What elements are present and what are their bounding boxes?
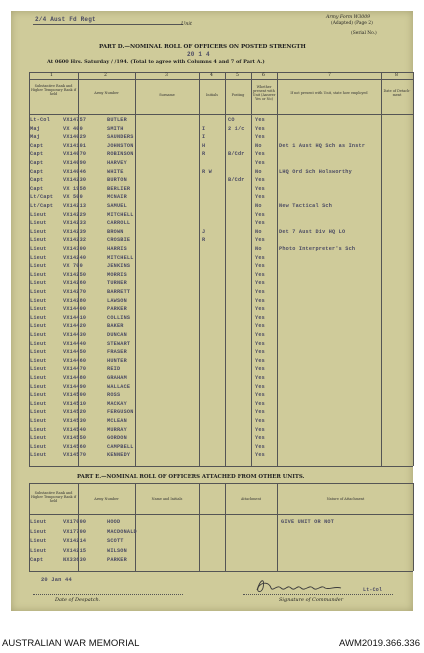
- rank-cell: Lieut: [30, 538, 47, 544]
- army-number-cell: VX14229: [63, 211, 87, 218]
- table-row: [29, 452, 413, 458]
- name-cell: MACDONALD: [107, 528, 137, 535]
- rank-cell: Lieut: [30, 228, 47, 235]
- table-row: [29, 263, 413, 269]
- table-row: [29, 435, 413, 441]
- present-cell: Yes: [255, 211, 265, 218]
- signature-label: Signature of Commander: [279, 597, 344, 603]
- present-cell: Yes: [255, 185, 265, 192]
- present-cell: No: [255, 246, 262, 252]
- rank-cell: Lieut: [30, 289, 47, 295]
- army-number-cell: VX 1958: [63, 185, 87, 192]
- table-row: [29, 272, 413, 278]
- army-number-cell: VX14450: [63, 349, 87, 356]
- surname-cell: BURTON: [107, 177, 127, 184]
- present-cell: Yes: [255, 263, 265, 270]
- rank-cell: Lieut: [30, 528, 47, 535]
- present-cell: Yes: [255, 366, 265, 373]
- present-cell: Yes: [255, 409, 265, 416]
- rank-cell: Lieut: [30, 349, 47, 356]
- rank-cell: Lieut: [30, 323, 47, 330]
- rank-cell: Capt: [30, 160, 44, 166]
- rank-cell: Lieut: [30, 340, 47, 347]
- initials-cell: R: [202, 151, 206, 158]
- present-cell: Yes: [255, 117, 265, 123]
- army-number-cell: VX14090: [63, 160, 87, 166]
- col-num-5: 5: [236, 73, 239, 78]
- present-cell: Yes: [255, 452, 265, 459]
- army-number-cell: VX14560: [63, 443, 87, 450]
- rank-cell: Lieut: [30, 418, 47, 424]
- army-number-cell: VX14270: [63, 289, 87, 295]
- table-row: [29, 169, 413, 175]
- form-adapted: (Adapted) (Page 2): [331, 21, 373, 26]
- surname-cell: SAMUEL: [107, 203, 127, 209]
- commander-signature: [251, 576, 361, 596]
- col-header-present: Whether present with Unit (Answer Yes or No): [252, 85, 276, 101]
- present-cell: Yes: [255, 297, 265, 304]
- table-row: [29, 289, 413, 295]
- col-header-army-number: Army Number: [94, 91, 119, 95]
- table-row: [29, 366, 413, 372]
- attached-row: [29, 538, 413, 544]
- army-number-cell: VX14430: [63, 332, 87, 338]
- unit-underline: [33, 24, 183, 25]
- table-row: [29, 341, 413, 347]
- part-d-line: At 0600 Hrs. Saturday / /194. (Total to agree with Columns 4 and 7 of Part A.): [47, 59, 265, 65]
- present-cell: Yes: [255, 383, 265, 390]
- surname-cell: BERLIER: [107, 185, 131, 192]
- initials-cell: R: [202, 237, 206, 244]
- table-row: [29, 194, 413, 200]
- rank-cell: Lieut: [30, 357, 47, 364]
- present-cell: Yes: [255, 357, 265, 364]
- e-header-nature: Nature of Attachment: [326, 497, 365, 501]
- surname-cell: WHITE: [107, 168, 124, 175]
- col-num-4: 4: [210, 73, 213, 78]
- table-row: [29, 332, 413, 338]
- name-cell: HOOD: [107, 519, 121, 525]
- army-number-cell: VX14046: [63, 168, 87, 175]
- rank-cell: Lieut: [30, 271, 47, 278]
- remarks-cell: Det 7 Aust Div HQ LO: [279, 228, 346, 235]
- rank-cell: Lieut: [30, 443, 47, 450]
- surname-cell: CARROLL: [107, 220, 131, 227]
- army-number-cell: VX14280: [63, 297, 87, 304]
- rank-cell: Lieut: [30, 314, 47, 321]
- caption-bar: [0, 625, 424, 653]
- present-cell: Yes: [255, 418, 265, 424]
- attached-row: [29, 557, 413, 563]
- rank-cell: Lieut: [30, 366, 47, 373]
- army-number-cell: VX 400: [63, 125, 83, 132]
- army-number-cell: VX14410: [63, 314, 87, 321]
- rank-cell: Capt: [30, 177, 44, 184]
- table-row: [29, 177, 413, 183]
- table-row: [29, 401, 413, 407]
- rank-cell: Lt/Capt: [30, 203, 54, 209]
- posting-cell: CO: [228, 117, 235, 123]
- table-row: [29, 444, 413, 450]
- rank-cell: Capt: [30, 185, 44, 192]
- table-row: [29, 151, 413, 157]
- posting-cell: B/Cdr: [228, 151, 245, 158]
- table-row: [29, 186, 413, 192]
- surname-cell: MURRAY: [107, 426, 127, 433]
- army-number-cell: VX14520: [63, 409, 87, 416]
- present-cell: Yes: [255, 400, 265, 407]
- rank-cell: Lieut: [30, 211, 47, 218]
- rank-cell: Lieut: [30, 409, 47, 416]
- table-row: [29, 418, 413, 424]
- army-number-cell: VX14550: [63, 435, 87, 442]
- table-row: [29, 229, 413, 235]
- surname-cell: BUTLER: [107, 117, 127, 123]
- army-number-cell: VX14240: [63, 254, 87, 261]
- present-cell: Yes: [255, 392, 265, 399]
- army-number-cell: NX33630: [63, 557, 87, 563]
- table-row: [29, 358, 413, 364]
- surname-cell: GRAHAM: [107, 375, 127, 381]
- present-cell: Yes: [255, 177, 265, 184]
- table-row: [29, 134, 413, 140]
- surname-cell: MITCHELL: [107, 254, 134, 261]
- e-header-army-number: Army Number: [94, 497, 119, 501]
- surname-cell: PARKER: [107, 306, 127, 313]
- army-number-cell: VX14440: [63, 340, 87, 347]
- surname-cell: BROWN: [107, 228, 124, 235]
- present-cell: Yes: [255, 375, 265, 381]
- army-number-cell: VX17700: [63, 528, 87, 535]
- surname-cell: JOHNSTON: [107, 142, 134, 149]
- rank-cell: Lieut: [30, 220, 47, 227]
- surname-cell: MORRIS: [107, 271, 127, 278]
- col-num-2: 2: [104, 73, 107, 78]
- rank-cell: Lieut: [30, 237, 47, 244]
- col-num-8: 8: [395, 73, 398, 78]
- table-row: [29, 220, 413, 226]
- present-cell: Yes: [255, 443, 265, 450]
- army-number-cell: VX14070: [63, 151, 87, 158]
- rank-cell: Lt-Col: [30, 117, 50, 123]
- army-number-cell: VX14420: [63, 323, 87, 330]
- rank-cell: Lieut: [30, 306, 47, 313]
- part-d-date: 20 1 4: [187, 51, 210, 58]
- rank-cell: Lieut: [30, 297, 47, 304]
- name-cell: WILSON: [107, 547, 127, 554]
- present-cell: Yes: [255, 289, 265, 295]
- surname-cell: GORDON: [107, 435, 127, 442]
- army-number-cell: VX14214: [63, 538, 87, 544]
- present-cell: Yes: [255, 194, 265, 201]
- army-number-cell: VX14260: [63, 280, 87, 287]
- attached-row: [29, 548, 413, 554]
- army-number-cell: VX14230: [63, 177, 87, 184]
- rank-cell: Capt: [30, 557, 44, 563]
- rank-cell: Lieut: [30, 375, 47, 381]
- rank-cell: Lieut: [30, 435, 47, 442]
- part-d-title: PART D.—NOMINAL ROLL OF OFFICERS ON POSTED STRENGTH: [99, 44, 306, 50]
- rank-cell: Lieut: [30, 280, 47, 287]
- present-cell: Yes: [255, 426, 265, 433]
- surname-cell: CROSBIE: [107, 237, 131, 244]
- present-cell: Yes: [255, 134, 265, 141]
- army-number-cell: VX14400: [63, 306, 87, 313]
- col-header-initials: Initials: [206, 93, 218, 97]
- part-e-title: PART E.—NOMINAL ROLL OF OFFICERS ATTACHED FROM OTHER UNITS.: [77, 474, 305, 480]
- surname-cell: JENKINS: [107, 263, 131, 270]
- present-cell: Yes: [255, 340, 265, 347]
- form-number: Army Form W3009: [326, 15, 371, 20]
- initials-cell: I: [202, 134, 206, 141]
- present-cell: No: [255, 228, 262, 235]
- rank-cell: Lt/Capt: [30, 194, 54, 201]
- table-row: [29, 392, 413, 398]
- remarks-cell: Det 1 Aust HQ Sch as Instr: [279, 142, 366, 149]
- present-cell: Yes: [255, 151, 265, 158]
- surname-cell: BARRETT: [107, 289, 131, 295]
- army-number-cell: VX14300: [63, 246, 87, 252]
- signature-line: [243, 594, 393, 595]
- table-row: [29, 246, 413, 252]
- army-number-cell: VX14757: [63, 117, 87, 123]
- surname-cell: REID: [107, 366, 121, 373]
- initials-cell: R W: [202, 168, 212, 175]
- army-number-cell: VX14470: [63, 366, 87, 373]
- caption-left: AUSTRALIAN WAR MEMORIAL: [2, 638, 140, 649]
- surname-cell: MACKAY: [107, 400, 127, 407]
- despatch-label: Date of Despatch.: [55, 597, 101, 603]
- name-cell: SCOTT: [107, 538, 124, 544]
- col-num-1: 1: [50, 73, 53, 78]
- col-num-3: 3: [165, 73, 168, 78]
- army-number-cell: VX14490: [63, 383, 87, 390]
- e-header-attachment: Attachment: [241, 497, 261, 501]
- col-header-posting: Posting: [231, 93, 245, 97]
- army-number-cell: VX14239: [63, 228, 87, 235]
- surname-cell: MCLEAN: [107, 418, 127, 424]
- despatch-date: 20 Jan 44: [41, 577, 72, 583]
- rank-cell: Lieut: [30, 246, 47, 252]
- surname-cell: HARVEY: [107, 160, 127, 166]
- col-num-6: 6: [262, 73, 265, 78]
- document-sheet: [11, 11, 413, 611]
- army-number-cell: VX14530: [63, 418, 87, 424]
- present-cell: No: [255, 168, 262, 175]
- rank-cell: Capt: [30, 151, 44, 158]
- unit-label: Unit: [181, 21, 193, 27]
- attached-row: [29, 519, 413, 525]
- surname-cell: SMITH: [107, 125, 124, 132]
- present-cell: Yes: [255, 237, 265, 244]
- remarks-cell: New Tactical Sch: [279, 203, 333, 209]
- table-row: [29, 409, 413, 415]
- rank-cell: Lieut: [30, 332, 47, 338]
- present-cell: No: [255, 142, 262, 149]
- surname-cell: WALLACE: [107, 383, 131, 390]
- remarks-cell: LHQ Ord Sch Holsworthy: [279, 168, 352, 175]
- army-number-cell: VX14101: [63, 142, 87, 149]
- army-number-cell: VX 500: [63, 194, 83, 201]
- table-row: [29, 306, 413, 312]
- army-number-cell: VX14213: [63, 203, 87, 209]
- surname-cell: DUNCAN: [107, 332, 127, 338]
- table-row: [29, 298, 413, 304]
- rank-cell: Lieut: [30, 263, 47, 270]
- army-number-cell: VX14570: [63, 452, 87, 459]
- posting-cell: 2 i/c: [228, 125, 245, 132]
- rank-cell: Capt: [30, 168, 44, 175]
- army-number-cell: VX17000: [63, 519, 87, 525]
- surname-cell: HUNTER: [107, 357, 127, 364]
- table-row: [29, 280, 413, 286]
- surname-cell: MITCHELL: [107, 211, 134, 218]
- army-number-cell: VX14029: [63, 134, 87, 141]
- table-row: [29, 384, 413, 390]
- e-header-rank: Substantive Rank and Higher Temporary Rank if held: [30, 491, 77, 503]
- table-row: [29, 126, 413, 132]
- initials-cell: H: [202, 142, 206, 149]
- army-number-cell: VX14480: [63, 375, 87, 381]
- surname-cell: BAKER: [107, 323, 124, 330]
- surname-cell: LAWSON: [107, 297, 127, 304]
- present-cell: Yes: [255, 332, 265, 338]
- nature-cell: GIVE UNIT OR NOT: [281, 519, 335, 525]
- army-number-cell: VX14540: [63, 426, 87, 433]
- rank-cell: Lieut: [30, 383, 47, 390]
- present-cell: Yes: [255, 220, 265, 227]
- army-number-cell: VX14233: [63, 220, 87, 227]
- initials-cell: J: [202, 228, 206, 235]
- rank-cell: Lieut: [30, 519, 47, 525]
- initials-cell: I: [202, 125, 206, 132]
- commander-rank: Lt-Col: [363, 587, 383, 593]
- col-header-employed: If not present with Unit, state how employed: [290, 91, 368, 95]
- posting-cell: B/Cdr: [228, 177, 245, 184]
- army-number-cell: VX14510: [63, 400, 87, 407]
- table-row: [29, 349, 413, 355]
- surname-cell: SAUNDERS: [107, 134, 134, 141]
- surname-cell: STEWART: [107, 340, 131, 347]
- surname-cell: FRASER: [107, 349, 127, 356]
- table-row: [29, 143, 413, 149]
- present-cell: Yes: [255, 314, 265, 321]
- attached-row: [29, 529, 413, 535]
- surname-cell: CAMPBELL: [107, 443, 134, 450]
- rank-cell: Capt: [30, 142, 44, 149]
- present-cell: Yes: [255, 323, 265, 330]
- surname-cell: ROSS: [107, 392, 121, 399]
- surname-cell: ROBINSON: [107, 151, 134, 158]
- rank-cell: Lieut: [30, 400, 47, 407]
- surname-cell: FERGUSON: [107, 409, 134, 416]
- rank-cell: Maj: [30, 125, 40, 132]
- present-cell: Yes: [255, 280, 265, 287]
- rank-cell: Lieut: [30, 452, 47, 459]
- unit-typed: 2/4 Aust Fd Regt: [35, 16, 96, 23]
- table-row: [29, 427, 413, 433]
- army-number-cell: VX14250: [63, 271, 87, 278]
- army-number-cell: VX14215: [63, 547, 87, 554]
- surname-cell: KENNEDY: [107, 452, 131, 459]
- army-number-cell: VX14232: [63, 237, 87, 244]
- rank-cell: Lieut: [30, 426, 47, 433]
- present-cell: Yes: [255, 435, 265, 442]
- present-cell: Yes: [255, 271, 265, 278]
- remarks-cell: Photo Interpreter's Sch: [279, 246, 356, 252]
- table-row: [29, 160, 413, 166]
- serial-no: (Serial No.): [351, 31, 377, 36]
- name-cell: PARKER: [107, 557, 127, 563]
- table-row: [29, 203, 413, 209]
- caption-right: AWM2019.366.336: [339, 638, 420, 649]
- present-cell: Yes: [255, 160, 265, 166]
- present-cell: Yes: [255, 254, 265, 261]
- e-header-name: Name and Initials: [151, 497, 183, 501]
- col-header-surname: Surname: [159, 93, 175, 97]
- table-row: [29, 375, 413, 381]
- present-cell: Yes: [255, 306, 265, 313]
- table-row: [29, 323, 413, 329]
- surname-cell: TURNER: [107, 280, 127, 287]
- col-header-rank: Substantive Rank and Higher Temporary Rank if held: [30, 84, 77, 96]
- table-row: [29, 315, 413, 321]
- present-cell: No: [255, 203, 262, 209]
- table-row: [29, 212, 413, 218]
- surname-cell: MCNAIR: [107, 194, 127, 201]
- rank-cell: Lieut: [30, 254, 47, 261]
- table-row: [29, 237, 413, 243]
- present-cell: Yes: [255, 125, 265, 132]
- col-header-detachment: Date of Detach-ment: [383, 89, 411, 97]
- rank-cell: Maj: [30, 134, 40, 141]
- surname-cell: COLLINS: [107, 314, 131, 321]
- present-cell: Yes: [255, 349, 265, 356]
- col-num-7: 7: [328, 73, 331, 78]
- table-row: [29, 117, 413, 123]
- rank-cell: Lieut: [30, 547, 47, 554]
- army-number-cell: VX14460: [63, 357, 87, 364]
- surname-cell: HARRIS: [107, 246, 127, 252]
- rank-cell: Lieut: [30, 392, 47, 399]
- army-number-cell: VX 700: [63, 263, 83, 270]
- army-number-cell: VX14500: [63, 392, 87, 399]
- despatch-line: [33, 594, 183, 595]
- table-row: [29, 255, 413, 261]
